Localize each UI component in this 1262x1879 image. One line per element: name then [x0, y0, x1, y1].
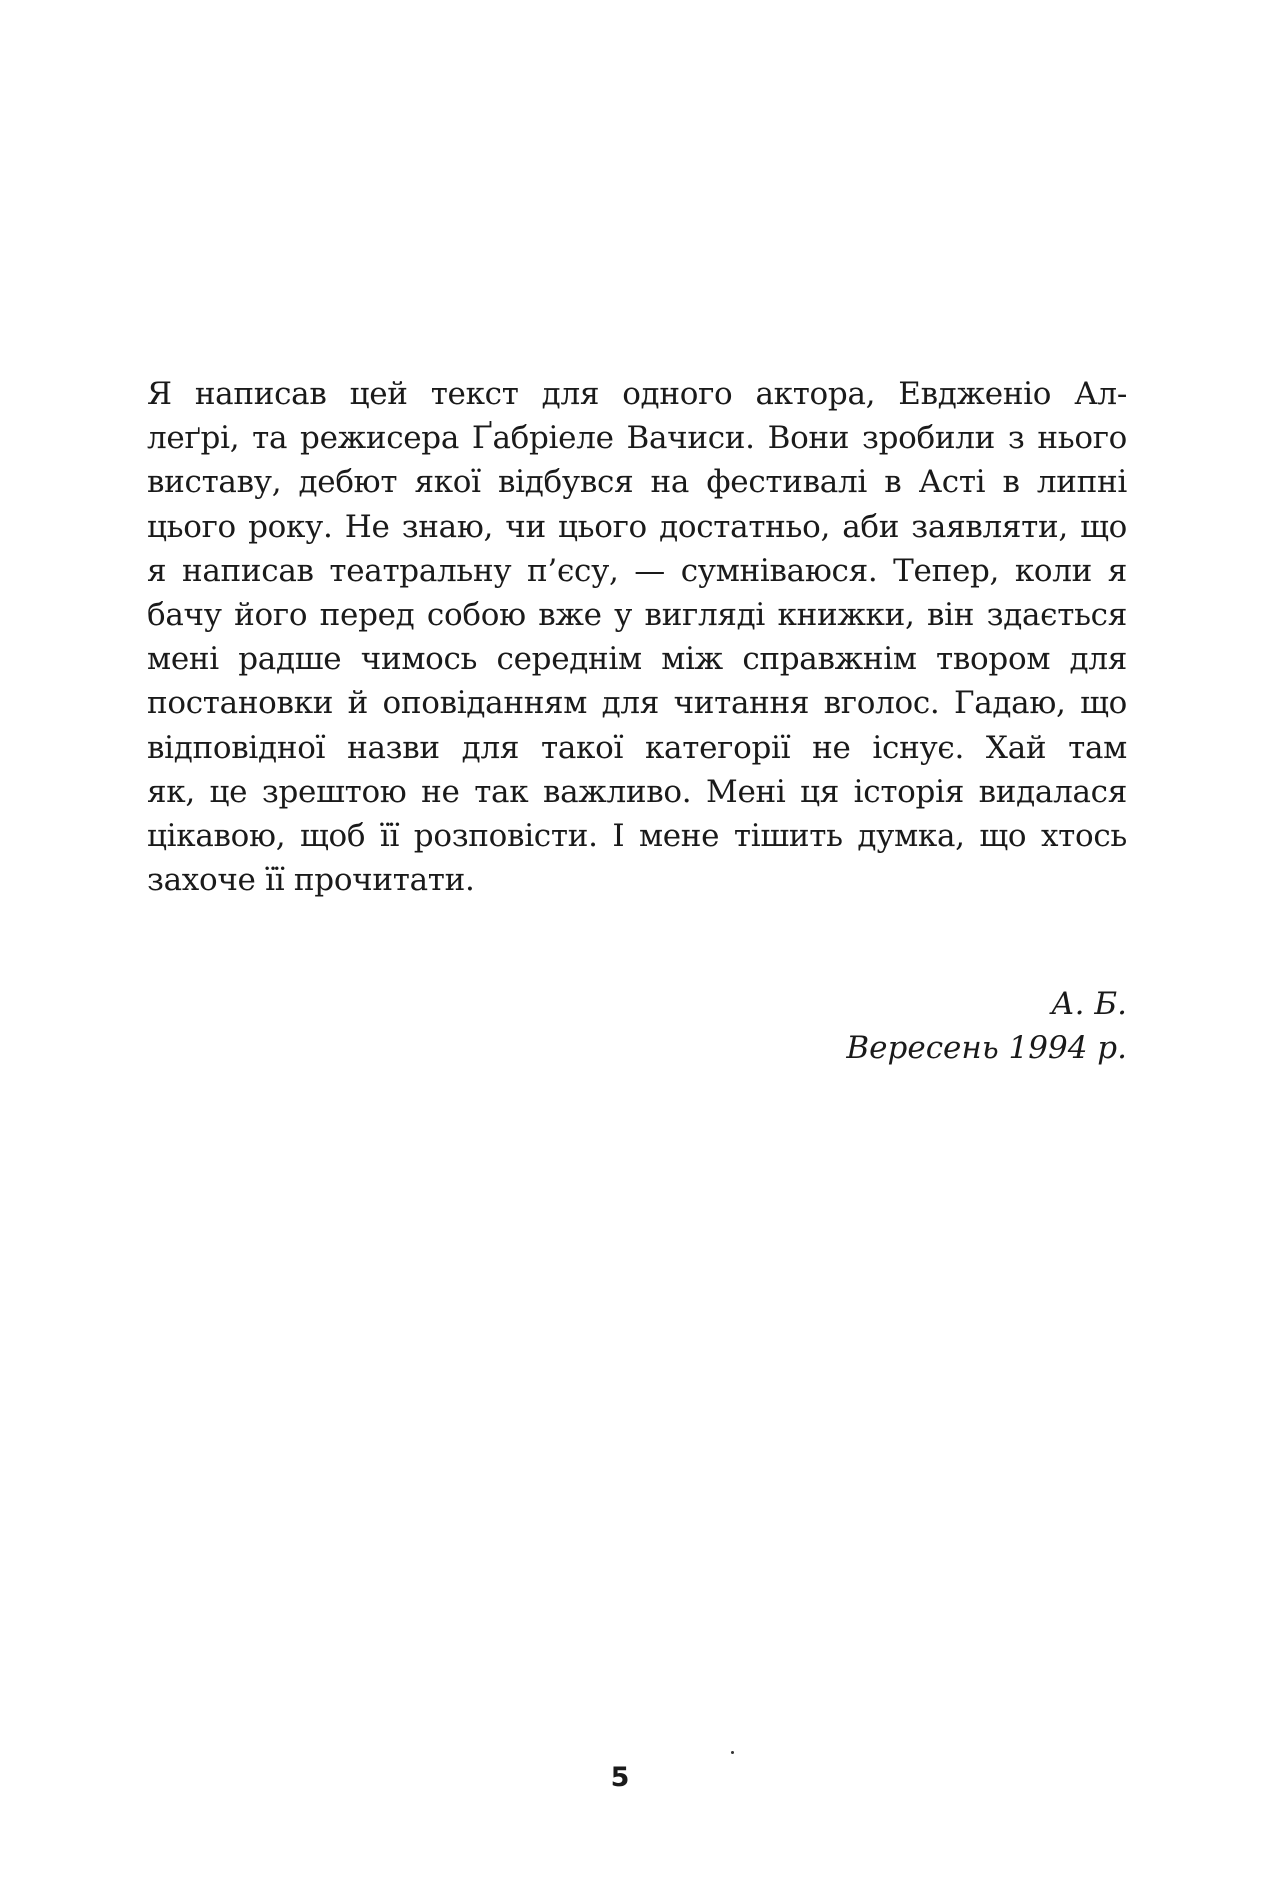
paragraph-line: Я написав цей текст для одного актора, Евдженіо Ал- [147, 376, 1127, 412]
paragraph-line: цього року. Не знаю, чи цього достатньо, аби заявляти, що [147, 508, 1127, 545]
paragraph-line: захоче її прочитати. [147, 862, 475, 899]
scan-speck [731, 1751, 734, 1754]
author-signature [846, 982, 1127, 1070]
author-initials: А. Б. [1051, 986, 1127, 1022]
paragraph-line: бачу його перед собою вже у вигляді книжки, він здається [147, 596, 1127, 633]
paragraph-line: виставу, дебют якої відбувся на фестивалі в Асті в липні [147, 464, 1127, 501]
preface-paragraph [147, 372, 1127, 902]
paragraph-line: відповідної назви для такої категорії не існує. Хай там [147, 729, 1127, 766]
paragraph-line: леґрі, та режисера Ґабріеле Вачиси. Вони зробили з нього [147, 420, 1127, 457]
signature-date: Вересень 1994 р. [846, 1030, 1127, 1066]
paragraph-line: цікавою, щоб її розповісти. І мене тішить думка, що хтось [147, 817, 1127, 854]
page-number: 5 [610, 1762, 630, 1793]
paragraph-line: як, це зрештою не так важливо. Мені ця історія видалася [147, 773, 1127, 810]
paragraph-line: мені радше чимось середнім між справжнім твором для [147, 641, 1127, 678]
paragraph-line: я написав театральну п’єсу, — сумніваюся. Тепер, коли я [147, 552, 1127, 589]
paragraph-line: постановки й оповіданням для читання вголос. Гадаю, що [147, 685, 1127, 722]
